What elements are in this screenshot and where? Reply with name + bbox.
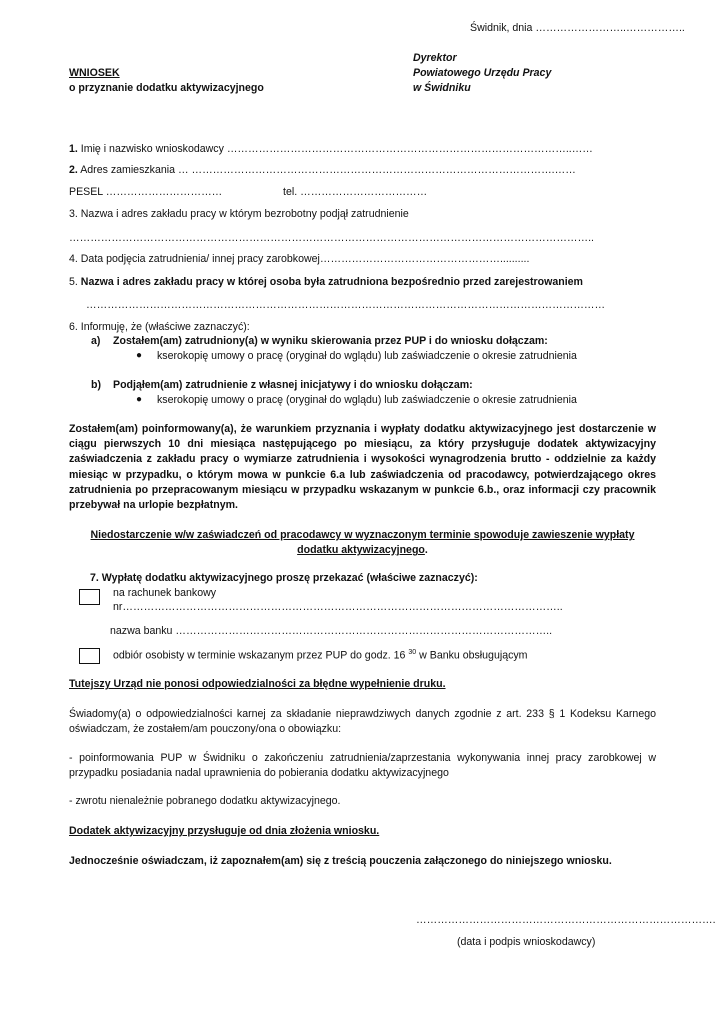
bank-name-label: nazwa banku [110,625,173,637]
option-a-text[interactable]: Zostałem(am) zatrudniony(a) w wyniku skierowania przez PUP i do wniosku dołączam: [113,335,548,347]
pickup-time-sup: 30 [408,649,417,656]
nr-label: nr [113,601,123,613]
field-3-label: 3. Nazwa i adres zakładu pracy w którym bezrobotny podjął zatrudnienie [69,208,409,220]
addressee-line-2: Powiatowego Urzędu Pracy [413,67,552,79]
field-label: Adres zamieszkania [80,164,175,176]
personal-pickup-label [113,648,528,663]
field-5-label [69,276,659,290]
warning-notice [69,528,656,558]
field-5-dots[interactable]: ………………………………………………………………………………………………………………………………… [86,299,606,311]
tel-label: tel. [283,186,298,198]
field-number: 5. [69,276,78,288]
document-title: WNIOSEK [69,67,120,79]
option-a-marker: a) [91,335,101,347]
bullet-icon: ● [136,394,143,405]
addressee-line-1: Dyrektor [413,52,457,64]
pickup-tail: w Banku obsługującym [419,649,528,662]
bank-name-field[interactable] [110,625,552,639]
field-3-dots[interactable]: ………………………………………………………………………………………………………………………………….. [69,232,594,244]
warning-end: . [424,544,428,556]
addressee-line-3: w Świdniku [413,82,471,94]
pesel-dots: …………………………… [105,186,223,198]
field-name[interactable] [69,143,593,157]
option-b-bullet: kserokopię umowy o pracę (oryginał do wglądu) lub zaświadczenie o okresie zatrudnienia [157,394,577,406]
info-paragraph: Zostałem(am) poinformowany(a), że warunkiem przyznania i wypłaty dodatku aktywizacyjnego jest dostarczenie w ciągu pierwszych 10 dni miesiąca następującego po miesiącu, za który przysługuje dodatek aktywizacyjny zaświadczenia z zakładu pracy o wymiarze zatrudnienia i wysokości wynagrodzenia brutto - oddzielnie za każdy miesiąc w przypadku, o którym mowa w punkcie 6.a lub zaświadczenia od pracodawcy, potwierdzającego okres zatrudnienia po przepracowanym miesiącu w przypadku wskazanym w punkcie 6.b., oraz informacji czy pracownik przebywał na urlopie bezpłatnym. [69,423,656,512]
field-number: 1. [69,143,78,155]
bank-transfer-checkbox[interactable] [79,589,100,605]
declaration: Jednocześnie oświadczam, iż zapoznałem(am) się z treścią pouczenia załączonego do niniejszego wniosku. [69,855,612,867]
pickup-text: odbiór osobisty w terminie wskazanym przez PUP do godz. 16 [113,649,406,662]
document-subtitle: o przyznanie dodatku aktywizacyjnego [69,82,264,94]
section-6-intro: 6. Informuję, że (właściwe zaznaczyć): [69,321,250,333]
bullet-icon: ● [136,350,143,361]
tel-dots: ……………………………… [300,186,428,198]
disclaimer: Tutejszy Urząd nie ponosi odpowiedzialności za błędne wypełnienie druku. [69,678,446,690]
from-date-notice: Dodatek aktywizacyjny przysługuje od dnia złożenia wniosku. [69,825,380,837]
field-number: 2. [69,164,78,176]
option-b-marker: b) [91,379,101,391]
field-pesel[interactable] [69,186,222,200]
nr-dots: …………………………………………………………………………………………………………….. [122,601,563,613]
signature-label: (data i podpis wnioskodawcy) [457,936,596,948]
field-dots: … ………………………………………………………………………………………….…… [177,164,576,176]
signature-line[interactable]: …………………………………………………………………………. [416,914,716,926]
section-7-title: 7. Wypłatę dodatku aktywizacyjnego proszę przekazać (właściwe zaznaczyć): [90,572,478,584]
place-date-line: Świdnik, dnia ……………………..…………….. [470,22,685,34]
bank-name-dots: …………………………………………………………………………………………….. [175,625,553,637]
field-dots: …………………………………………….......... [319,253,530,265]
obligation-1: - poinformowania PUP w Świdniku o zakończeniu zatrudnienia/zaprzestania wykonywania innej pracy zarobkowej w przypadku posiadania nadal uprawnienia do pobierania dodatku aktywizacyjnego [69,752,656,779]
account-number-field[interactable] [113,601,563,615]
field-start-date[interactable] [69,253,529,267]
field-label: Nazwa i adres zakładu pracy w której osoba była zatrudniona bezpośrednio przed zarejestrowaniem [80,276,583,288]
pesel-label: PESEL [69,186,103,198]
personal-pickup-checkbox[interactable] [79,648,100,664]
field-label: Imię i nazwisko wnioskodawcy [80,143,224,155]
option-b-text[interactable]: Podjąłem(am) zatrudnienie z własnej inicjatywy i do wniosku dołączam: [113,379,473,391]
obligation-2: - zwrotu nienależnie pobranego dodatku aktywizacyjnego. [69,795,341,807]
field-label: 4. Data podjęcia zatrudnienia/ innej pracy zarobkowej [69,253,320,265]
field-address[interactable] [69,164,576,178]
statement: Świadomy(a) o odpowiedzialności karnej za składanie nieprawdziwych danych zgodnie z art. 233 § 1 Kodeksu Karnego oświadczam, że zostałem/am pouczony/ona o obowiązku: [69,708,656,735]
field-phone[interactable] [283,186,427,200]
bank-transfer-label: na rachunek bankowy [113,587,217,599]
warning-text: Niedostarczenie w/w zaświadczeń od pracodawcy w wyznaczonym terminie spowoduje zawieszenie wypłaty dodatku aktywizacyjnego [90,529,635,556]
option-a-bullet: kserokopię umowy o pracę (oryginał do wglądu) lub zaświadczenie o okresie zatrudnienia [157,350,577,362]
field-dots: ……………………………………………………………………………………..…… [226,143,593,155]
